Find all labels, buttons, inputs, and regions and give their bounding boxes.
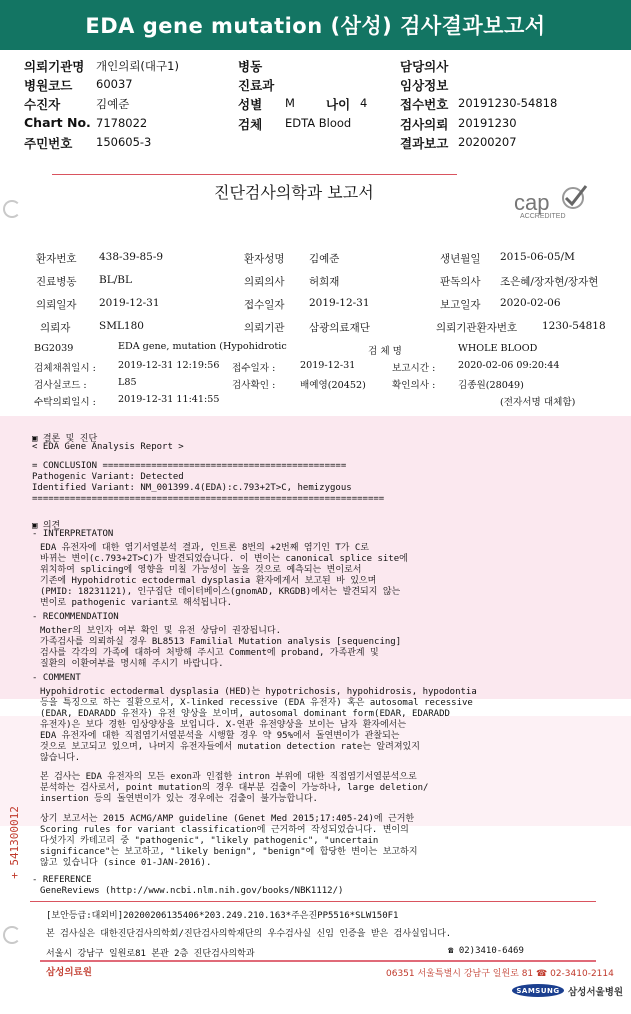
meta-label: 수탁의뢰일시 : — [34, 397, 96, 408]
cap-logo-sub: ACCREDITED — [520, 213, 566, 220]
header-label: 의뢰기관명 — [24, 59, 85, 74]
header-row — [24, 115, 91, 130]
meta-value: 2019-12-31 11:41:55 — [118, 394, 220, 405]
meta-value: 배예영(20452) — [300, 380, 366, 391]
info-label: 환자번호 — [36, 253, 77, 265]
comment-line: 등을 특징으로 하는 질환으로서, X-linked recessive (EDA 유전자) 혹은 autosomal recessive — [40, 698, 473, 708]
recommendation-line: 질환의 이환여부를 명시해 주시기 바랍니다. — [40, 659, 224, 669]
method-line: 분석하는 검사로서, point mutation의 경우 대부분 검출이 가능하나, large deletion/ — [40, 783, 429, 793]
info-value: 2020-02-06 — [500, 297, 561, 309]
specimen-value: WHOLE BLOOD — [458, 343, 538, 354]
header-label: 담당의사 — [400, 59, 449, 74]
report-heading: 진단검사의학과 보고서 — [214, 183, 374, 202]
certification-line: 본 검사실은 대한진단검사의학회/진단검사의학재단의 우수검사실 신임 인증을 받은 검사실입니다. — [46, 929, 452, 939]
header-label: Chart No. — [24, 115, 91, 130]
header-value: 20200207 — [458, 135, 517, 149]
specimen-label: 검 체 명 — [368, 346, 402, 357]
interpretation-line: (PMID: 18231121), 인구집단 데이터베이스(gnomAD, KRGDB)에서는 발견되지 않는 — [40, 587, 401, 597]
reference-title: - REFERENCE — [32, 875, 92, 885]
header-label: 임상정보 — [400, 78, 449, 93]
info-label: 환자성명 — [244, 253, 285, 265]
recommendation-line: 가족검사를 의뢰하실 경우 BL8513 Familial Mutation analysis [sequencing] — [40, 637, 402, 647]
header-label: 나이 — [326, 97, 351, 112]
header-label: 검체 — [238, 117, 263, 132]
header-value: 7178022 — [96, 116, 148, 130]
header-label: 접수번호 — [400, 97, 449, 112]
test-name: EDA gene, mutation (Hypohidrotic — [118, 341, 287, 352]
report-page — [0, 166, 631, 1014]
reference-line: GeneReviews (http://www.ncbi.nlm.nih.gov/books/NBK1112/) — [40, 886, 344, 896]
punch-hole — [3, 926, 21, 944]
method-line: 본 검사는 EDA 유전자의 모든 exon과 인접한 intron 부위에 대한 직접염기서열분석으로 — [40, 772, 417, 782]
title-bar — [0, 0, 631, 50]
security-line: [보안등급:대외비]20200206135406*203.249.210.163*주은진PP5516*SLW150F1 — [46, 911, 399, 921]
header-value: 김예준 — [96, 97, 130, 111]
side-code: + 541300012 — [7, 806, 21, 879]
conclusion-line: Identified Variant: NM_001399.4(EDA):c.793+2T>C, hemizygous — [32, 483, 352, 493]
header-row — [24, 57, 84, 75]
info-label: 의뢰의사 — [244, 276, 285, 288]
meta-value: 2019-12-31 12:19:56 — [118, 360, 220, 371]
comment-line: (EDAR, EDARADD 유전자) 유전 양상을 보이며, autosomal dominant form(EDAR, EDARADD — [40, 709, 450, 719]
header-value: 20191230-54818 — [458, 96, 558, 110]
comment-line: 않습니다. — [40, 753, 81, 763]
info-value: BL/BL — [99, 274, 132, 286]
meta-label: 보고시간 : — [392, 363, 436, 374]
meta-label: 검체채취일시 : — [34, 363, 96, 374]
info-label: 판독의사 — [440, 276, 481, 288]
interpretation-line: EDA 유전자에 대한 염기서열분석 결과, 인트론 8번의 +2번째 염기인 T가 C로 — [40, 543, 369, 553]
header-label: 병동 — [238, 59, 263, 74]
header-value: 150605-3 — [96, 135, 152, 149]
opinion-title: ▣ 의견 — [32, 521, 61, 531]
footer-left: 삼성의료원 — [46, 967, 92, 978]
info-value: 김예준 — [309, 253, 340, 265]
interpretation-line: 변이로 pathogenic variant로 해석됩니다. — [40, 598, 233, 608]
interpretation-line: 기존에 Hypohidrotic ectodermal dysplasia 환자에게서 보고된 바 있으며 — [40, 576, 377, 586]
guideline-line: significance"는 보고하고, "likely benign", "benign"에 합당한 변이는 보고하지 — [40, 847, 418, 857]
meta-label: 확인의사 : — [392, 380, 436, 391]
header-label: 성별 — [238, 97, 263, 112]
info-label: 진료병동 — [36, 276, 77, 288]
method-line: insertion 등의 돌연변이가 있는 경우에는 검출이 불가능합니다. — [40, 794, 318, 804]
interpretation-line: 바뀌는 변이(c.793+2T>C)가 발견되었습니다. 이 변이는 canonical splice site에 — [40, 554, 408, 564]
header-label: 병원코드 — [24, 78, 73, 93]
header-label: 수진자 — [24, 97, 61, 112]
header-label: 진료과 — [238, 78, 275, 93]
info-value: 438-39-85-9 — [99, 251, 164, 263]
divider-rule — [30, 901, 596, 902]
header-value: 개인의뢰(대구1) — [96, 59, 179, 73]
comment-line: 유전자)은 보다 경한 임상양상을 보입니다. X-연관 유전양상을 보이는 남자 환자에서는 — [40, 720, 407, 730]
header-row — [24, 95, 60, 113]
meta-label: 검사실코드 : — [34, 380, 87, 391]
info-value: 삼광의료재단 — [309, 322, 370, 334]
header-value: 4 — [360, 96, 368, 110]
comment-line: EDA 유전자에 대한 직접염기서열분석을 시행할 경우 약 95%에서 돌연변이가 관찰되는 — [40, 731, 400, 741]
report-title: EDA gene mutation (삼성) 검사결과보고서 — [85, 14, 546, 38]
comment-line: 것으로 보고되고 있으며, 나머지 유전자들에서 mutation detection rate는 알려져있지 — [40, 742, 420, 752]
interpretation-line: 위치하여 splicing에 영향을 미칠 가능성이 높을 것으로 예측되는 변이로서 — [40, 565, 362, 575]
header-value: M — [285, 96, 295, 110]
cap-logo — [512, 188, 594, 224]
meta-value: L85 — [118, 377, 137, 388]
guideline-line: 다섯가지 카테고리 중 "pathogenic", "likely pathogenic", "uncertain — [40, 836, 379, 846]
address-line: 서울시 강남구 일원로81 본관 2층 진단검사의학과 — [46, 949, 255, 959]
conclusion-line: Pathogenic Variant: Detected — [32, 472, 184, 482]
hospital-name: 삼성서울병원 — [568, 987, 624, 998]
punch-hole — [3, 200, 21, 218]
footer-right: 06351 서울특별시 강남구 일원로 81 ☎ 02-3410-2114 — [386, 969, 614, 979]
comment-line: Hypohidrotic ectodermal dysplasia (HED)는 hypotrichosis, hypohidrosis, hypodontia — [40, 687, 477, 697]
top-rule — [52, 174, 457, 175]
header-label: 주민번호 — [24, 136, 73, 151]
info-value: 1230-54818 — [542, 320, 606, 332]
meta-value: 2020-02-06 09:20:44 — [458, 360, 560, 371]
info-value: 2015-06-05/M — [500, 251, 575, 263]
meta-value: 김종원(28049) — [458, 380, 524, 391]
info-value: 2019-12-31 — [309, 297, 370, 309]
conclusion-line: = CONCLUSION ============================================= — [32, 461, 347, 471]
info-value: 허희재 — [309, 276, 340, 288]
header-label: 검사의뢰 — [400, 117, 449, 132]
samsung-logo — [512, 984, 564, 997]
test-code: BG2039 — [34, 343, 74, 354]
recommendation-line: 검사를 각각의 가족에 대하여 처방해 주시고 Comment에 proband, 가족관계 및 — [40, 648, 379, 658]
meta-label: 접수일자 : — [232, 363, 276, 374]
info-label: 보고일자 — [440, 299, 481, 311]
meta-label: 검사확인 : — [232, 380, 276, 391]
samsung-logo-text: SAMSUNG — [516, 986, 560, 995]
interpretation-title: - INTERPRETATON — [32, 529, 114, 539]
guideline-line: Scoring rules for variant classification에 근거하여 작성되었습니다. 변이의 — [40, 825, 409, 835]
header-row — [24, 134, 72, 152]
info-label: 의뢰일자 — [36, 299, 77, 311]
info-label: 생년월일 — [440, 253, 481, 265]
info-label: 의뢰기관 — [244, 322, 285, 334]
comment-title: - COMMENT — [32, 673, 81, 683]
result-title: ▣ 결론 및 진단 — [32, 434, 98, 444]
meta-value: 2019-12-31 — [300, 360, 356, 371]
phone-line: ☎ 02)3410-6469 — [448, 946, 524, 956]
header-value: 60037 — [96, 77, 133, 91]
recommendation-line: Mother의 보인자 여부 확인 및 유전 상담이 권장됩니다. — [40, 626, 282, 636]
guideline-line: 상기 보고서는 2015 ACMG/AMP guideline (Genet Med 2015;17:405-24)에 근거한 — [40, 814, 415, 824]
e-signature-note: (전자서명 대체함) — [500, 397, 576, 408]
header-value: 20191230 — [458, 116, 517, 130]
header-row — [24, 76, 72, 94]
info-label: 의뢰기관환자번호 — [436, 322, 518, 334]
guideline-line: 않고 있습니다 (since 01-JAN-2016). — [40, 858, 212, 868]
header-value: EDTA Blood — [285, 116, 352, 130]
header-label: 결과보고 — [400, 136, 449, 151]
info-label: 의뢰자 — [40, 322, 71, 334]
info-value: 2019-12-31 — [99, 297, 160, 309]
result-subtitle: < EDA Gene Analysis Report > — [32, 442, 184, 452]
info-value: 조은혜/장자현/장자현 — [500, 276, 599, 288]
info-label: 접수일자 — [244, 299, 285, 311]
info-value: SML180 — [99, 320, 144, 332]
conclusion-line: ================================================================= — [32, 494, 385, 504]
bottom-rule — [40, 960, 596, 962]
recommendation-title: - RECOMMENDATION — [32, 612, 119, 622]
cap-logo-text: cap — [514, 190, 550, 215]
check-icon — [556, 184, 590, 210]
